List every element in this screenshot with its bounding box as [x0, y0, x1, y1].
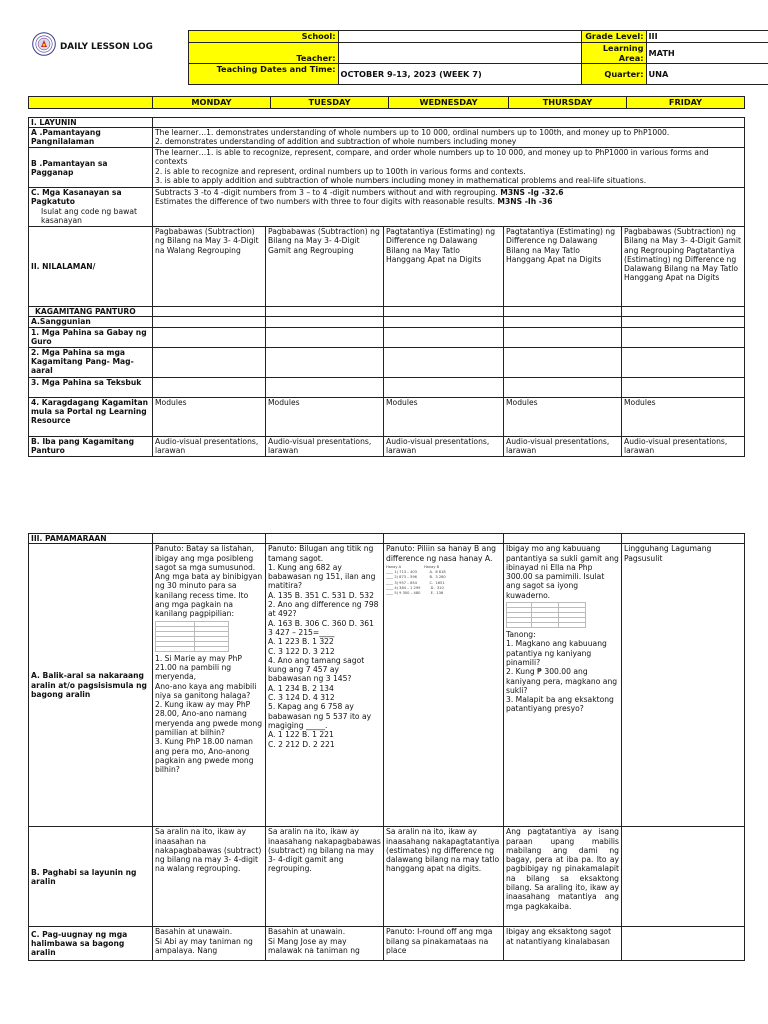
- paghabi-wednesday: Sa aralin na ito, ikaw ay inaasahang nakapagtatantiya (estimates) ng difference ng dalawang bilang na may tatlo hanggang apat na digits.: [384, 827, 504, 927]
- karagdagang-label: 4. Karagdagang Kagamitan mula sa Portal ng Learning Resource: [29, 397, 153, 436]
- receipt-table-image: [506, 602, 586, 628]
- paghabi-friday: [622, 827, 745, 927]
- pamantayang-label: A .Pamantayang Pangnilalaman: [29, 128, 153, 148]
- karagdagang-tuesday: Modules: [266, 397, 384, 436]
- paghabi-tuesday: Sa aralin na ito, ikaw ay inaasahang nakapagbabawas (subtract) ng bilang na may 3- 4-digit gamit ang regrouping.: [266, 827, 384, 927]
- pamantayang-text: The learner…1. demonstrates understanding of whole numbers up to 10 000, ordinal numbers up to 100th, and money up to PhP1000. 2. demonstrates understanding of addition and subtraction of whole numbers including money: [153, 128, 745, 148]
- school-value: [338, 31, 581, 43]
- quarter-label: Quarter:: [581, 64, 646, 85]
- nilalaman-label: II. NILALAMAN/: [29, 227, 153, 307]
- nilalaman-monday: Pagbabawas (Subtraction) ng Bilang na May 3- 4-Digit na Walang Regrouping: [153, 227, 266, 307]
- balik-tuesday: Panuto: Bilugan ang titik ng tamang sagot. 1. Kung ang 682 ay babawasan ng 151, ilan ang matitira? A. 135 B. 351 C. 531 D. 532 2. Ano ang difference ng 798 at 492? A. 163 B. 306 C. 360 D. 361 3 427 – 215=____ A. 1 223 B. 1 322 C. 3 122 D. 3 212 4. Ano ang tamang sagot kung ang 7 457 ay babawasan ng 3 145? A. 1 234 B. 2 134 C. 3 124 D. 4 312 5. Kapag ang 6 758 ay babawasan ng 5 537 ito ay magiging _____. A. 1 122 B. 1 221 C. 2 212 D. 2 221: [266, 544, 384, 827]
- kasanayan-code2: M3NS -Ih -36: [497, 197, 553, 207]
- iba-thursday: Audio-visual presentations, larawan: [504, 436, 622, 456]
- nilalaman-friday: Pagbabawas (Subtraction) ng Bilang na May 3- 4-Digit Gamit ang Regrouping Pagtatantiya (Estimating) ng Difference ng Dalawang Bilang na May Tatlo Hanggang Apat na Digits: [622, 227, 745, 307]
- snack-price-list-image: [155, 621, 229, 652]
- pag-uugnay-thursday: Ibigay ang eksaktong sagot at natantiyang kinalabasan: [504, 927, 622, 961]
- balik-friday: Lingguhang Lagumang Pagsusulit: [622, 544, 745, 827]
- iba-friday: Audio-visual presentations, larawan: [622, 436, 745, 456]
- kasanayan-cell: [29, 188, 153, 227]
- kagamitan-pang-label: 2. Mga Pahina sa mga Kagamitang Pang- Mag-aaral: [29, 347, 153, 377]
- day-thursday: THURSDAY: [509, 97, 627, 109]
- teacher-value: [338, 43, 581, 64]
- paghabi-monday: Sa aralin na ito, ikaw ay inaasahan na nakapagbabawas (subtract) ng bilang na may 3- 4-digit na walang regrouping.: [153, 827, 266, 927]
- balik-label: A. Balik-aral sa nakaraang aralin at/o pagsisismula ng bagong aralin: [29, 544, 153, 827]
- balik-monday-intro: Panuto: Batay sa listahan, ibigay ang mga posibleng sagot sa mga sumusunod. Ang mga bata ay binibigyan ng 30 minuto para sa kanilang recess time. Ito ang mga pagkain na kanilang pagpipilian:: [155, 544, 263, 619]
- teksbuk-label: 3. Mga Pahina sa Teksbuk: [29, 377, 153, 397]
- gabay-label: 1. Mga Pahina sa Gabay ng Guro: [29, 327, 153, 347]
- day-header-blank: [29, 97, 153, 109]
- dates-value: OCTOBER 9-13, 2023 (WEEK 7): [338, 64, 581, 85]
- balik-thursday: [504, 544, 622, 827]
- dates-label: Teaching Dates and Time:: [188, 64, 338, 85]
- day-header-bar: [28, 96, 745, 109]
- iba-tuesday: Audio-visual presentations, larawan: [266, 436, 384, 456]
- nilalaman-thursday: Pagtatantiya (Estimating) ng Difference ng Dalawang Bilang na May Tatlo Hanggang Apat na Digits: [504, 227, 622, 307]
- kasanayan-line2: Estimates the difference of two numbers with three to four digits with reasonable results.: [155, 197, 495, 207]
- balik-wednesday-matching: Hanay A Hanay B ____ 1) 713 – 403 A. 8 818 ____ 2) 873 – 596 B. 3 280 ____ 3) 957 – 854 C. 1651 ____ 4) 384 – 1 299 D. 310 ____ 5) 9 300 – 480 E. 136: [386, 564, 446, 596]
- iba-label: B. Iba pang Kagamitang Panturo: [29, 436, 153, 456]
- paghabi-label: B. Paghabi sa layunin ng aralin: [29, 827, 153, 927]
- grade-value: III: [646, 31, 768, 43]
- balik-monday-questions: 1. Si Marie ay may PhP 21.00 na pambili ng meryenda, Ano-ano kaya ang mabibili niya sa ganitong halaga? 2. Kung ikaw ay may PhP 28.00, Ano-ano namang meryenda ang pwede mong pamilian at bilhin? 3. Kung PhP 18.00 naman ang pera mo, Ano-anong pagkain ang pwede mong bilhin?: [155, 653, 263, 775]
- header-table: [28, 30, 768, 85]
- kasanayan-line1: Subtracts 3 -to 4 -digit numbers from 3 – to 4 -digit numbers without and with regrouping.: [155, 188, 498, 198]
- day-friday: FRIDAY: [627, 97, 745, 109]
- pagganap-label: B .Pamantayan sa Pagganap: [29, 148, 153, 188]
- day-monday: MONDAY: [153, 97, 271, 109]
- balik-thursday-intro: Ibigay mo ang kabuuang pantantiya sa sukli gamit ang ibinayad ni Ella na Php 300.00 sa pamimili. Isulat ang sagot sa iyong kuwaderno.: [506, 544, 619, 600]
- layunin-heading: I. LAYUNIN: [29, 118, 153, 128]
- kasanayan-sub: Isulat ang code ng bawat kasanayan: [41, 206, 137, 225]
- balik-wednesday: [384, 544, 504, 827]
- area-value: MATH: [646, 43, 768, 64]
- day-tuesday: TUESDAY: [271, 97, 389, 109]
- quarter-value: UNA: [646, 64, 768, 85]
- pagganap-text: The learner…1. is able to recognize, represent, compare, and order whole numbers up to 10 000, and money up to PhP1000 in various forms and contexts 2. is able to recognize and represent, ordinal numbers up to 100th in various forms and contexts. 3. is able to apply addition and subtraction of whole numbers including money in mathematical problems and real-life situations.: [153, 148, 745, 188]
- day-wednesday: WEDNESDAY: [389, 97, 509, 109]
- objectives-table: [28, 117, 745, 457]
- pag-uugnay-label: C. Pag-uugnay ng mga halimbawa sa bagong aralin: [29, 927, 153, 961]
- karagdagang-wednesday: Modules: [384, 397, 504, 436]
- page-title: DAILY LESSON LOG: [60, 41, 153, 52]
- balik-thursday-questions: Tanong: 1. Magkano ang kabuuang patantiya ng kaniyang pinamili? 2. Kung ₱ 300.00 ang kaniyang pera, magkano ang sukli? 3. Malapit ba ang eksaktong patantiyang presyo?: [506, 630, 618, 714]
- paghabi-thursday: Ang pagtatantiya ay isang paraan upang mabilis mabilang ang dami ng bagay, pera at iba pa. Ito ay pagbibigay ng pinakamalapit na bilang sa eksaktong bilang. Sa araling ito, ikaw ay inaasahang matantiya ang mga pagkakaiba.: [504, 827, 622, 927]
- nilalaman-wednesday: Pagtatantiya (Estimating) ng Difference ng Dalawang Bilang na May Tatlo Hanggang Apat na Digits: [384, 227, 504, 307]
- balik-monday: [153, 544, 266, 827]
- iba-monday: Audio-visual presentations, larawan: [153, 436, 266, 456]
- karagdagang-monday: Modules: [153, 397, 266, 436]
- pamamaraan-heading: III. PAMAMARAAN: [29, 534, 153, 544]
- teacher-label: Teacher:: [188, 43, 338, 64]
- procedure-table: [28, 533, 745, 961]
- pag-uugnay-friday: [622, 927, 745, 961]
- pag-uugnay-tuesday: Basahin at unawain. Si Mang Jose ay may malawak na taniman ng: [266, 927, 384, 961]
- area-label: Learning Area:: [581, 43, 646, 64]
- balik-wednesday-instruction: Panuto: Piliin sa hanay B ang difference ng nasa hanay A.: [386, 544, 496, 563]
- kasanayan-label: C. Mga Kasanayan sa Pagkatuto: [31, 188, 122, 207]
- kasanayan-code1: M3NS -Ig -32.6: [500, 188, 564, 198]
- kagamitan-label: KAGAMITANG PANTURO: [29, 307, 153, 317]
- school-label: School:: [188, 31, 338, 43]
- sanggunian-label: A.Sanggunian: [29, 317, 153, 327]
- karagdagang-thursday: Modules: [504, 397, 622, 436]
- kasanayan-text: [153, 188, 745, 227]
- grade-label: Grade Level:: [581, 31, 646, 43]
- nilalaman-tuesday: Pagbabawas (Subtraction) ng Bilang na May 3- 4-Digit Gamit ang Regrouping: [266, 227, 384, 307]
- karagdagang-friday: Modules: [622, 397, 745, 436]
- pag-uugnay-wednesday: Panuto: I-round off ang mga bilang sa pinakamataas na place: [384, 927, 504, 961]
- iba-wednesday: Audio-visual presentations, larawan: [384, 436, 504, 456]
- pag-uugnay-monday: Basahin at unawain. Si Abi ay may taniman ng ampalaya. Nang: [153, 927, 266, 961]
